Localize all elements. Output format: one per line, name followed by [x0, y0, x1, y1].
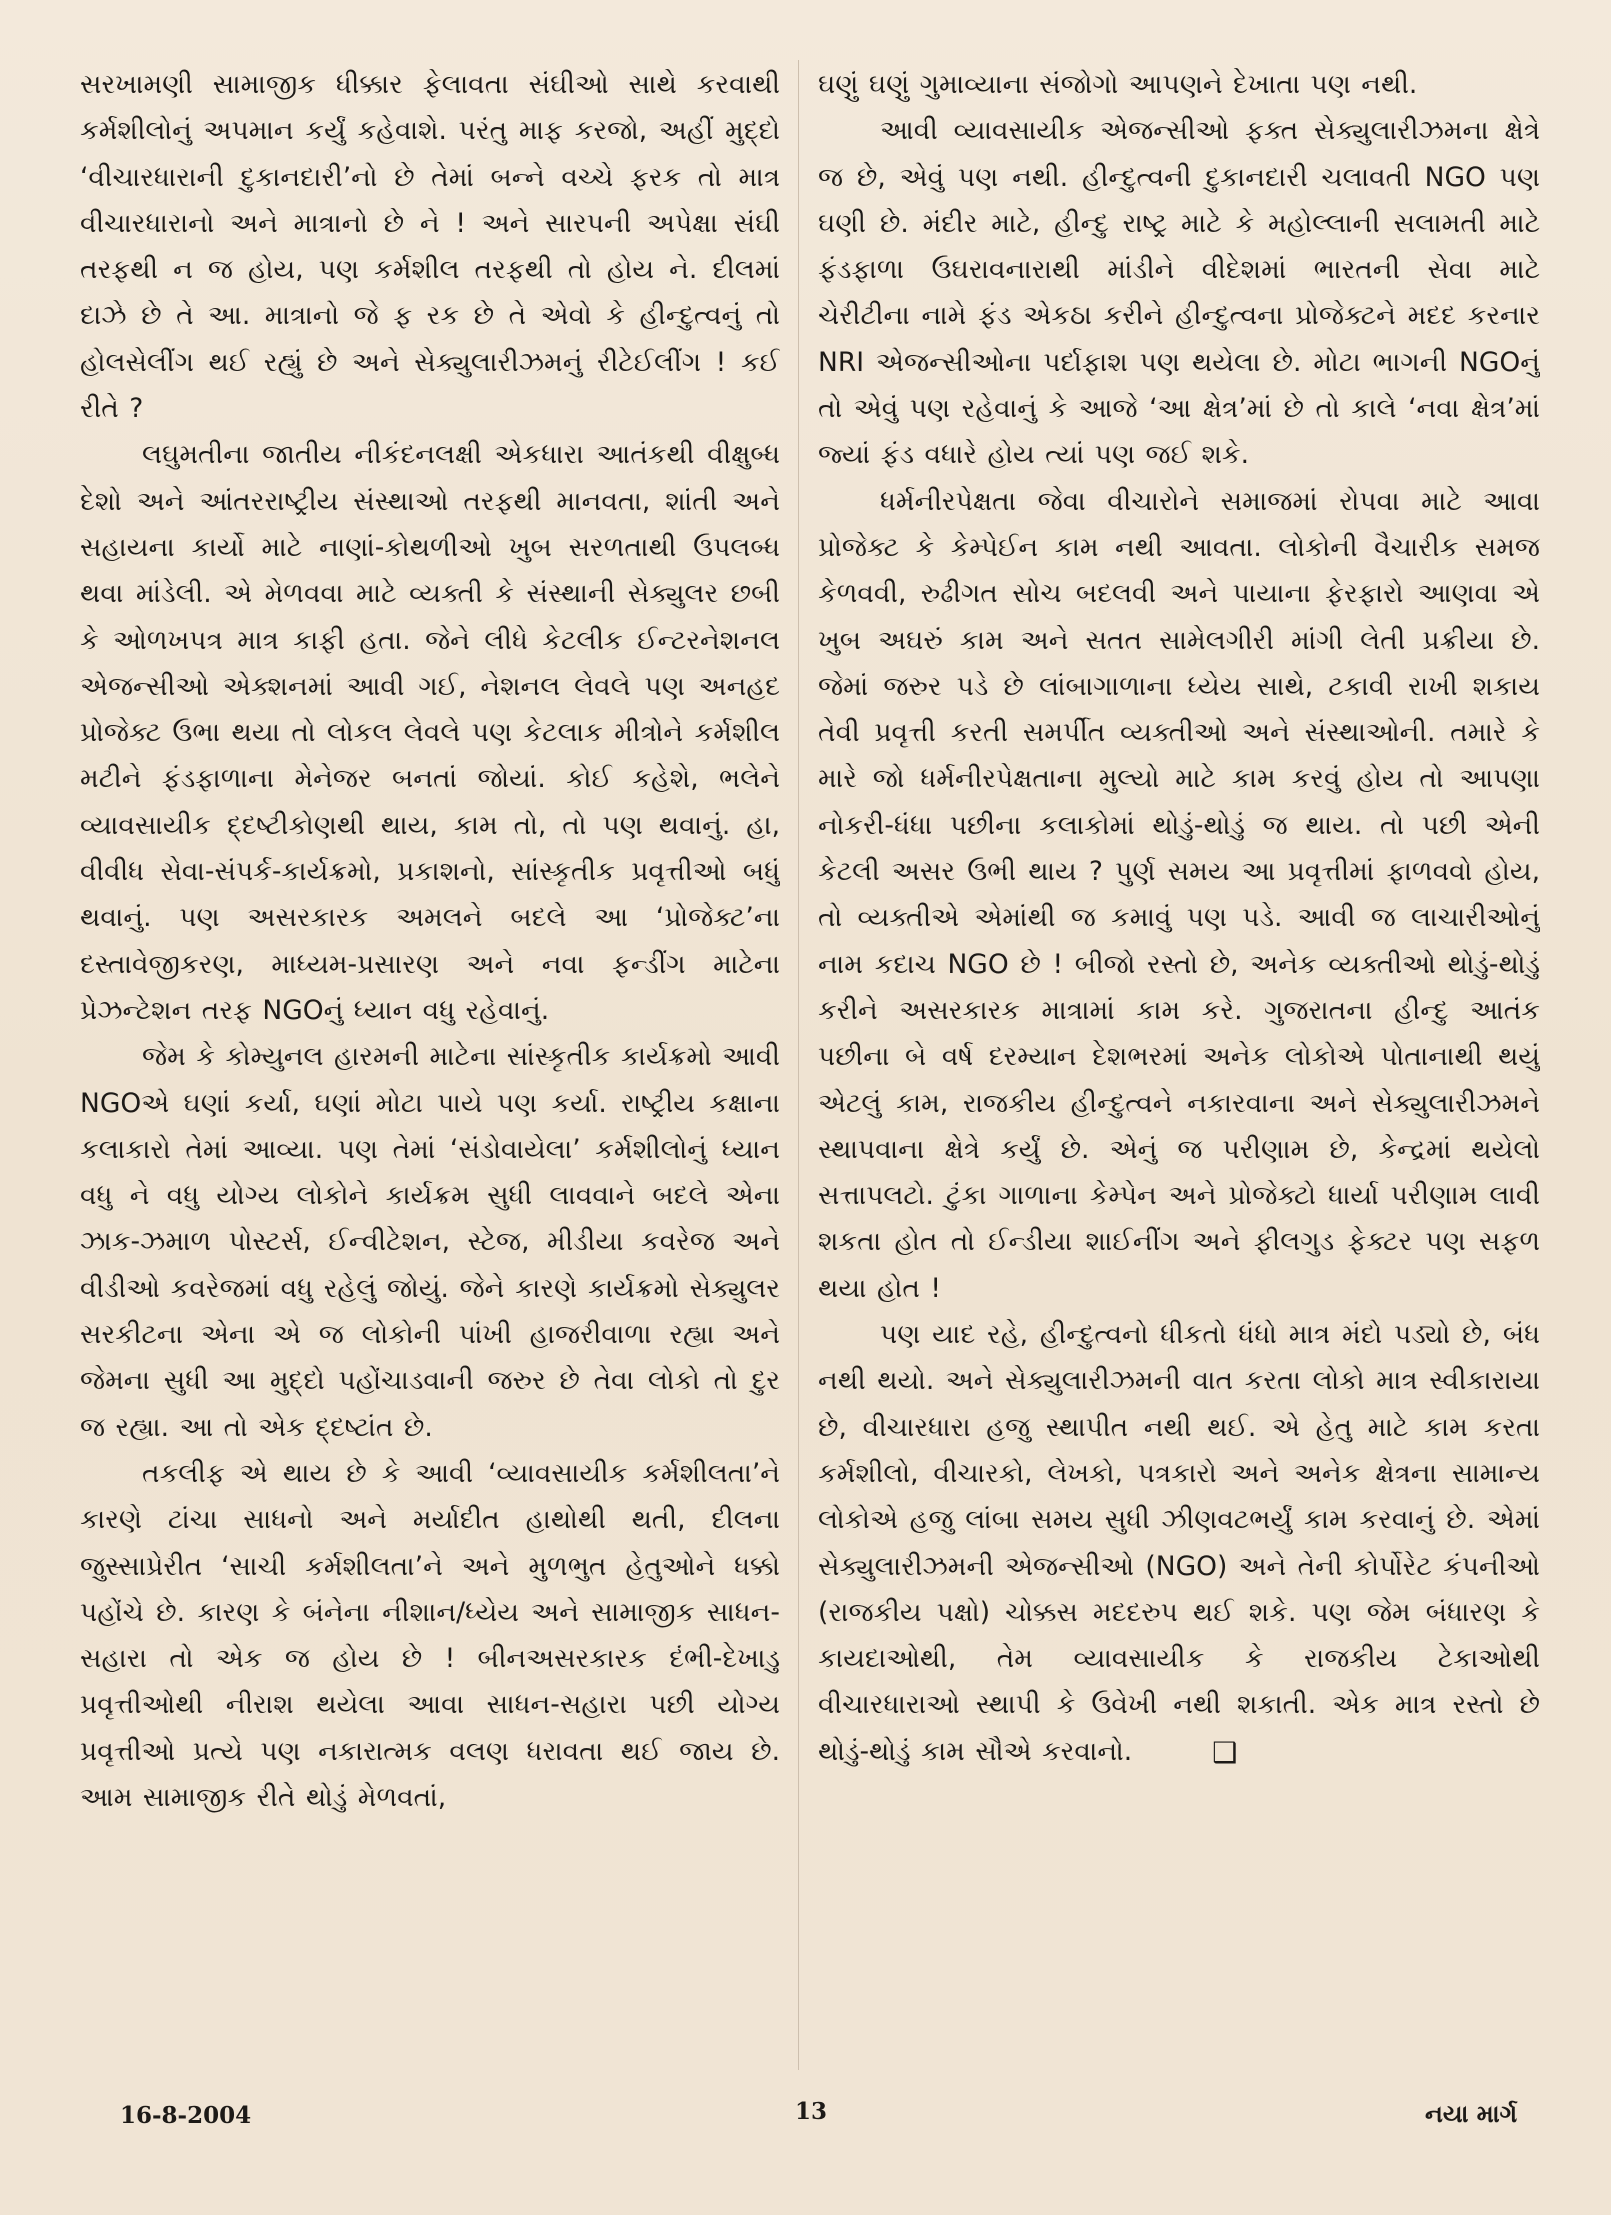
article-end-icon: ❑ [1212, 1735, 1238, 1769]
paragraph: તકલીફ એ થાય છે કે આવી ‘વ્યાવસાયીક કર્મશીલતા’ને કારણે ટાંચા સાધનો અને મર્યાદીત હાથોથી થતી, દીલના જુસ્સાપ્રેરીત ‘સાચી કર્મશીલતા’ને અને મુળભુત હેતુઓને ધક્કો પહોંચે છે. કારણ કે બંનેના નીશાન/ધ્યેય અને સામાજીક સાધન-સહારા તો એક જ હોય છે ! બીનઅસરકારક દંભી-દેખાડુ પ્રવૃત્તીઓથી નીરાશ થયેલા આવા સાધન-સહારા પછી યોગ્ય પ્રવૃત્તીઓ પ્રત્યે પણ નકારાત્મક વલણ ધરાવતા થઈ જાય છે. આમ સામાજીક રીતે થોડું મેળવતાં, [80, 1457, 780, 1813]
paragraph: આવી વ્યાવસાયીક એજન્સીઓ ફક્ત સેક્યુલારીઝમના ક્ષેત્રે જ છે, એવું પણ નથી. હીન્દુત્વની દુકાનદારી ચલાવતી NGO પણ ઘણી છે. મંદીર માટે, હીન્દુ રાષ્ટ્ર માટે કે મહોલ્લાની સલામતી માટે ફંડફાળા ઉઘરાવનારાથી માંડીને વીદેશમાં ભારતની સેવા માટે ચેરીટીના નામે ફંડ એકઠા કરીને હીન્દુત્વના પ્રોજેક્ટને મદદ કરનાર NRI એજન્સીઓના પર્દાફાશ પણ થયેલા છે. મોટા ભાગની NGOનું તો એવું પણ રહેવાનું કે આજે ‘આ ક્ષેત્ર’માં છે તો કાલે ‘નવા ક્ષેત્ર’માં જ્યાં ફંડ વધારે હોય ત્યાં પણ જઈ શકે. [818, 115, 1540, 471]
paragraph: ધર્મનીરપેક્ષતા જેવા વીચારોને સમાજમાં રોપવા માટે આવા પ્રોજેક્ટ કે કેમ્પેઈન કામ નથી આવતા. લોકોની વૈચારીક સમજ કેળવવી, રુઢીગત સોચ બદલવી અને પાયાના ફેરફારો આણવા એ ખુબ અઘરું કામ અને સતત સામેલગીરી માંગી લેતી પ્રક્રીયા છે. જેમાં જરુર પડે છે લાંબાગાળાના ધ્યેય સાથે, ટકાવી રાખી શકાય તેવી પ્રવૃત્તી કરતી સમર્પીત વ્યક્તીઓ અને સંસ્થાઓની. તમારે કે મારે જો ધર્મનીરપેક્ષતાના મુલ્યો માટે કામ કરવું હોય તો આપણા નોકરી-ધંધા પછીના કલાકોમાં થોડું-થોડું જ થાય. તો પછી એની કેટલી અસર ઉભી થાય ? પુર્ણ સમય આ પ્રવૃત્તીમાં ફાળવવો હોય, તો વ્યક્તીએ એમાંથી જ કમાવું પણ પડે. આવી જ લાચારીઓનું નામ કદાચ NGO છે ! બીજો રસ્તો છે, અનેક વ્યક્તીઓ થોડું-થોડું કરીને અસરકારક માત્રામાં કામ કરે. ગુજરાતના હીન્દુ આતંક પછીના બે વર્ષ દરમ્યાન દેશભરમાં અનેક લોકોએ પોતાનાથી થયું એટલું કામ, રાજકીય હીન્દુત્વને નકારવાના અને સેક્યુલારીઝમને સ્થાપવાના ક્ષેત્રે કર્યું છે. એનું જ પરીણામ છે, કેન્દ્રમાં થયેલો સત્તાપલટો. ટુંકા ગાળાના કેમ્પેન અને પ્રોજેક્ટો ધાર્યા પરીણામ લાવી શકતા હોત તો ઈન્ડીયા શાઈનીંગ અને ફીલગુડ ફેક્ટર પણ સફળ થયા હોત ! [818, 485, 1540, 1304]
right-column [818, 62, 1540, 2062]
page-number: 13 [795, 2098, 828, 2125]
closing-paragraph-text: પણ યાદ રહે, હીન્દુત્વનો ધીકતો ધંધો માત્ર મંદો પડ્યો છે, બંધ નથી થયો. અને સેક્યુલારીઝમની વાત કરતા લોકો માત્ર સ્વીકારાયા છે, વીચારધારા હજુ સ્થાપીત નથી થઈ. એ હેતુ માટે કામ કરતા કર્મશીલો, વીચારકો, લેખકો, પત્રકારો અને અનેક ક્ષેત્રના સામાન્ય લોકોએ હજુ લાંબા સમય સુધી ઝીણવટભર્યું કામ કરવાનું છે. એમાં સેક્યુલારીઝમની એજન્સીઓ (NGO) અને તેની કોર્પોરેટ કંપનીઓ (રાજકીય પક્ષો) ચોક્કસ મદદરુપ થઈ શકે. પણ જેમ બંધારણ કે કાયદાઓથી, તેમ વ્યાવસાયીક કે રાજકીય ટેકાઓથી વીચારધારાઓ સ્થાપી કે ઉવેખી નથી શકાતી. એક માત્ર રસ્તો છે થોડું-થોડું કામ સૌએ કરવાનો. [818, 1319, 1540, 1767]
column-divider [798, 60, 799, 2070]
magazine-name: નયા માર્ગ [1425, 2100, 1518, 2128]
left-column [80, 62, 780, 2062]
page-footer [0, 2098, 1611, 2138]
closing-paragraph [818, 1312, 1540, 1775]
issue-date: 16-8-2004 [120, 2102, 252, 2129]
paragraph: લઘુમતીના જાતીય નીકંદનલક્ષી એકધારા આતંકથી વીક્ષુબ્ધ દેશો અને આંતરરાષ્ટ્રીય સંસ્થાઓ તરફથી માનવતા, શાંતી અને સહાયના કાર્યો માટે નાણાં-કોથળીઓ ખુબ સરળતાથી ઉપલબ્ધ થવા માંડેલી. એ મેળવવા માટે વ્યક્તી કે સંસ્થાની સેક્યુલર છબી કે ઓળખપત્ર માત્ર કાફી હતા. જેને લીધે કેટલીક ઈન્ટરનેશનલ એજન્સીઓ એક્શનમાં આવી ગઈ, નેશનલ લેવલે પણ અનહદ પ્રોજેક્ટ ઉભા થયા તો લોકલ લેવલે પણ કેટલાક મીત્રોને કર્મશીલ મટીને ફંડફાળાના મેનેજર બનતાં જોયાં. કોઈ કહેશે, ભલેને વ્યાવસાયીક દ્દષ્ટીકોણથી થાય, કામ તો, તો પણ થવાનું. હા, વીવીધ સેવા-સંપર્ક-કાર્યક્રમો, પ્રકાશનો, સાંસ્કૃતીક પ્રવૃત્તીઓ બધું થવાનું. પણ અસરકારક અમલને બદલે આ ‘પ્રોજેક્ટ’ના દસ્તાવેજીકરણ, માધ્યમ-પ્રસારણ અને નવા ફન્ડીંગ માટેના પ્રેઝન્ટેશન તરફ NGOનું ધ્યાન વધુ રહેવાનું. [80, 439, 780, 1026]
paragraph: સરખામણી સામાજીક ધીક્કાર ફેલાવતા સંઘીઓ સાથે કરવાથી કર્મશીલોનું અપમાન કર્યું કહેવાશે. પરંતુ માફ કરજો, અહીં મુદ્દો ‘વીચારધારાની દુકાનદારી’નો છે તેમાં બન્ને વચ્ચે ફરક તો માત્ર વીચારધારાનો અને માત્રાનો છે ને ! અને સારપની અપેક્ષા સંઘી તરફથી ન જ હોય, પણ કર્મશીલ તરફથી તો હોય ને. દીલમાં દાઝે છે તે આ. માત્રાનો જે ફ રક છે તે એવો કે હીન્દુત્વનું તો હોલસેલીંગ થઈ રહ્યું છે અને સેક્યુલારીઝમનું રીટેઈલીંગ ! કઈ રીતે ? [80, 69, 780, 425]
paragraph: ઘણું ઘણું ગુમાવ્યાના સંજોગો આપણને દેખાતા પણ નથી. [818, 69, 1418, 100]
paragraph: જેમ કે કોમ્યુનલ હારમની માટેના સાંસ્કૃતીક કાર્યક્રમો આવી NGOએ ઘણાં કર્યા, ઘણાં મોટા પાયે પણ કર્યા. રાષ્ટ્રીય કક્ષાના કલાકારો તેમાં આવ્યા. પણ તેમાં ‘સંડોવાયેલા’ કર્મશીલોનું ધ્યાન વધુ ને વધુ યોગ્ય લોકોને કાર્યક્રમ સુધી લાવવાને બદલે એના ઝાક-ઝમાળ પોસ્ટર્સ, ઈન્વીટેશન, સ્ટેજ, મીડીયા કવરેજ અને વીડીઓ કવરેજમાં વધુ રહેલું જોયું. જેને કારણે કાર્યક્રમો સેક્યુલર સરકીટના એના એ જ લોકોની પાંખી હાજરીવાળા રહ્યા અને જેમના સુધી આ મુદ્દો પહોંચાડવાની જરુર છે તેવા લોકો તો દુર જ રહ્યા. આ તો એક દ્દષ્ટાંત છે. [80, 1041, 780, 1443]
